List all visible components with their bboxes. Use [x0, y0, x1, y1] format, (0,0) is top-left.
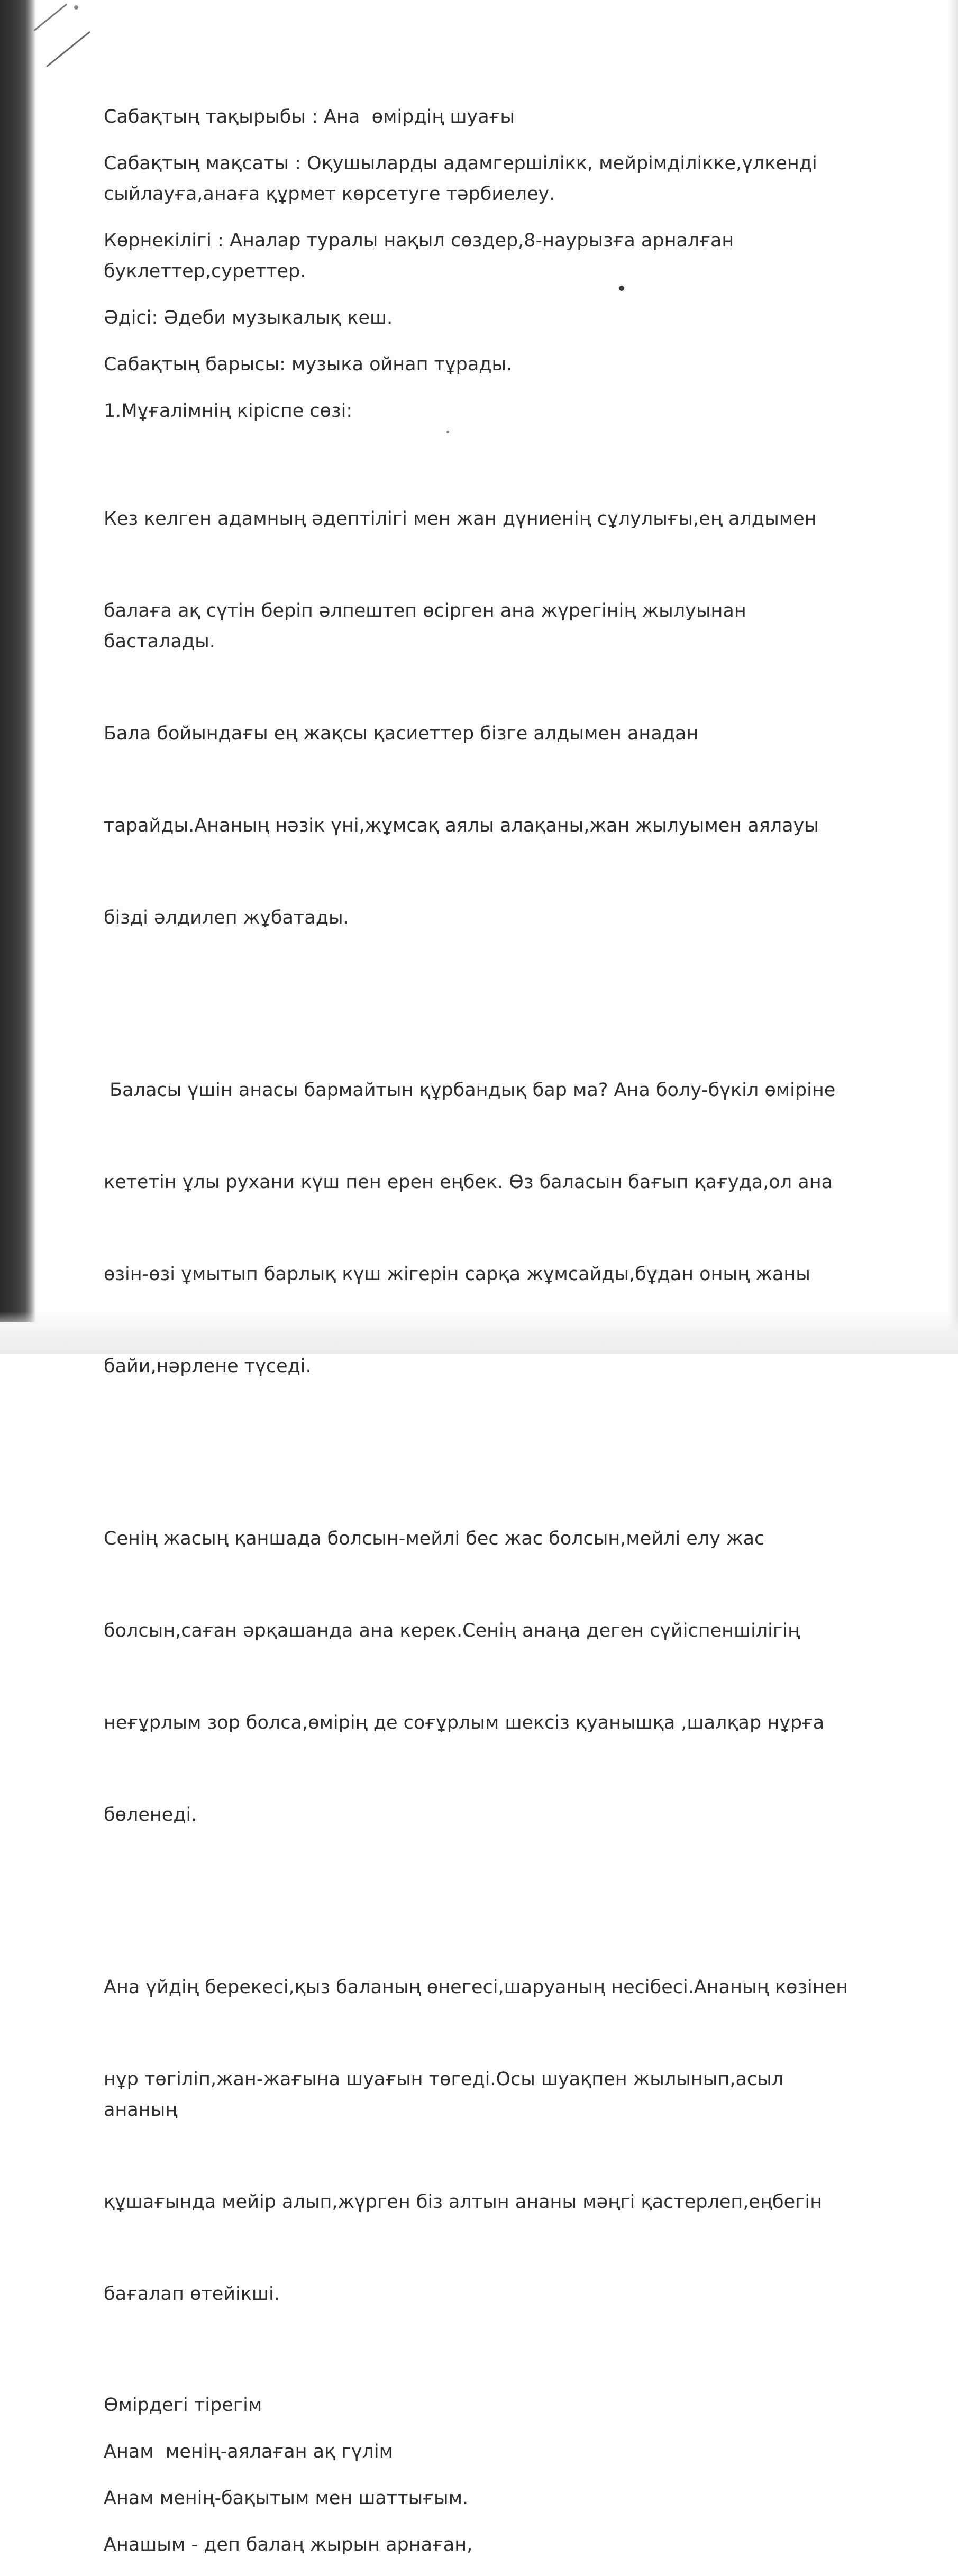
text-line: Сенің жасың қаншада болсын-мейлі бес жас болсын,мейлі елу жас	[104, 1528, 765, 1549]
text-line: байи,нәрлене түседі.	[104, 1356, 312, 1377]
text-line: тарайды.Ананың нәзік үні,жұмсақ аялы алақаны,жан жылуымен аялауы	[104, 815, 819, 836]
text-line: неғұрлым зор болса,өмірің де соғұрлым шексіз қуанышқа ,шалқар нұрға	[104, 1712, 825, 1733]
poem-line: Анам менің-бақытым мен шаттығым.	[104, 2488, 469, 2509]
poem-line: Анам менің-аялаған ақ гүлім	[104, 2441, 393, 2462]
text-line: бөленеді.	[104, 1804, 197, 1825]
teacher-intro-heading: 1.Мұғалімнің кіріспе сөзі:	[104, 400, 353, 422]
text-line: құшағында мейір алып,жүрген біз алтын ананы мәңгі қастерлеп,еңбегін	[104, 2191, 823, 2213]
pen-stroke-marks	[32, 0, 106, 74]
text-line: нұр төгіліп,жан-жағына шуағын төгеді.Осы шуақпен жылынып,асыл ананың	[104, 2069, 790, 2121]
lesson-progress: Сабақтың барысы: музыка ойнап тұрады.	[104, 354, 513, 375]
scanner-left-shadow	[0, 0, 36, 1322]
text-line: болсын,саған әрқашанда ана керек.Сенің анаңа деген сүйіспеншілігің	[104, 1620, 800, 1641]
document-body	[104, 102, 855, 2576]
text-line: кететін ұлы рухани күш пен ерен еңбек. Өз баласын бағып қағуда,ол ана	[104, 1172, 833, 1193]
text-line: бағалап өтейікші.	[104, 2283, 280, 2305]
text-line: Кез келген адамның әдептілігі мен жан дүниенің сұлулығы,ең алдымен	[104, 508, 817, 529]
text-line: балаға ақ сүтін беріп әлпештеп өсірген ана жүрегінің жылуынан басталады.	[104, 600, 752, 652]
scanner-right-shadow	[948, 0, 958, 1354]
text-line: Бала бойындағы ең жақсы қасиеттер бізге алдымен анадан	[104, 723, 699, 744]
body-paragraph	[104, 1462, 855, 1892]
lesson-goal: Сабақтың мақсаты : Оқушыларды адамгершілікк, мейрімділікке,үлкенді сыйлауға,анаға құрмет көрсетуге тәрбиелеу.	[104, 153, 823, 205]
text-line: Ана үйдің берекесі,қыз баланың өнегесі,шаруаның несібесі.Ананың көзінен	[104, 1977, 848, 1998]
lesson-method: Әдісі: Әдеби музыкалық кеш.	[104, 307, 393, 328]
lesson-visual-aids: Көрнекілігі : Аналар туралы нақыл сөздер,8-наурызға арналған буклеттер,суреттер.	[104, 230, 740, 282]
text-line: бізді әлдилеп жұбатады.	[104, 907, 349, 928]
body-paragraph	[104, 1013, 855, 1443]
body-paragraph	[104, 1911, 855, 2371]
lesson-topic: Сабақтың тақырыбы : Ана өмірдің шуағы	[104, 106, 515, 127]
body-paragraph	[104, 442, 855, 994]
poem-line: Өмірдегі тірегім	[104, 2395, 262, 2416]
poem-line: Анашым - деп балаң жырын арнаған,	[104, 2534, 473, 2555]
text-line: Баласы үшін анасы бармайтын құрбандық бар ма? Ана болу-бүкіл өміріне	[104, 1080, 836, 1101]
text-line: өзін-өзі ұмытып барлық күш жігерін сарқа жұмсайды,бұдан оның жаны	[104, 1264, 810, 1285]
